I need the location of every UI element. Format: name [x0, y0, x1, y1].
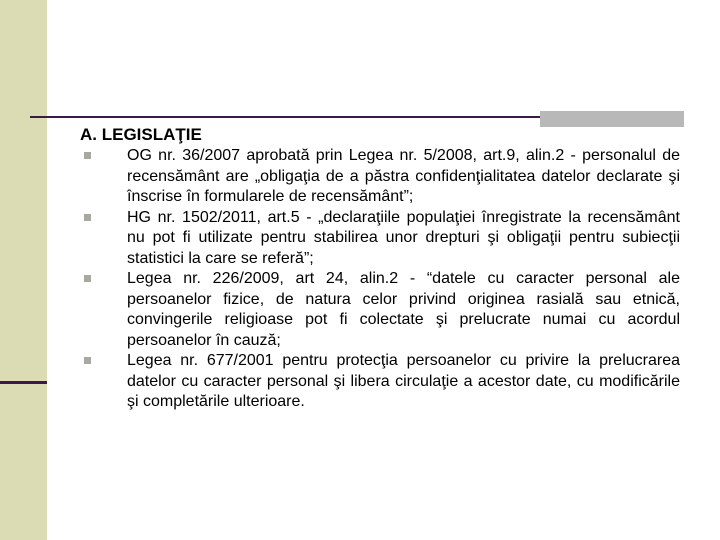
list-item-text: Legea nr. 226/2009, art 24, alin.2 - “datele cu caracter personal ale persoanelor fizice, de natura celor privind originea rasială sau etnică, convingerile religioase pot fi colectate şi prelucrate numai cu acordul persoanelor în cauză; — [127, 270, 680, 349]
list-item-text: HG nr. 1502/2011, art.5 - „declaraţiile populaţiei înregistrate la recensământ nu pot fi utilizate pentru stabilirea unor drepturi şi obligaţii pentru subiecţii statistici la care se referă”; — [127, 208, 680, 267]
bullet-list — [80, 146, 680, 413]
square-bullet-icon — [84, 275, 91, 282]
slide-title: A. LEGISLAŢIE — [80, 125, 202, 144]
slide-content — [80, 124, 680, 413]
list-item — [80, 146, 680, 208]
list-item — [80, 269, 680, 351]
list-item — [80, 208, 680, 270]
list-item — [80, 351, 680, 413]
square-bullet-icon — [84, 214, 91, 221]
square-bullet-icon — [84, 152, 91, 159]
left-accent-line — [0, 381, 47, 384]
list-item-text: OG nr. 36/2007 aprobată prin Legea nr. 5/2008, art.9, alin.2 - personalul de recensământ are „obligaţia de a păstra confidenţialitatea datelor declarate şi înscrise în formularele de recensământ”; — [127, 147, 680, 205]
list-item-text: Legea nr. 677/2001 pentru protecţia persoanelor cu privire la prelucrarea datelor cu caracter personal şi libera circulaţie a acestor date, cu modificările şi completările ulterioare. — [127, 352, 680, 410]
square-bullet-icon — [84, 357, 91, 364]
left-decorative-band — [0, 0, 47, 540]
